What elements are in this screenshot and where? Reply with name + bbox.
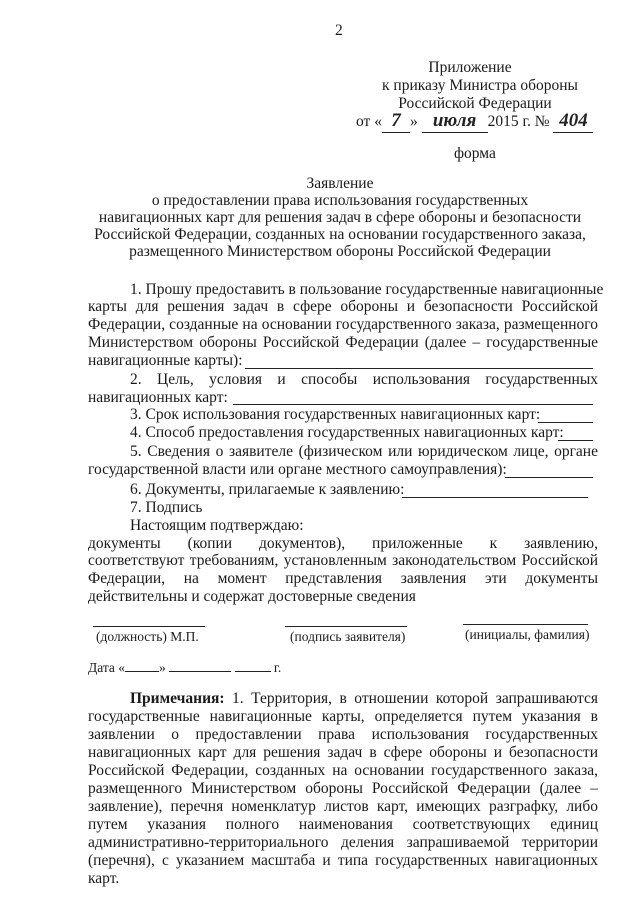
title-line1: Заявление — [306, 175, 374, 192]
notes-line6: размещенного Министерством обороны Российской Федерации (далее – — [88, 780, 598, 797]
initials-line[interactable] — [463, 624, 588, 625]
item6-fill-line[interactable] — [402, 497, 588, 498]
notes-line9: административно-территориального деления запрашиваемой территории — [88, 834, 598, 851]
date-mid: » — [409, 113, 418, 130]
page-number: 2 — [335, 22, 343, 39]
item3-fill-line[interactable] — [538, 422, 593, 423]
signature-caption: (подпись заявителя) — [290, 629, 406, 644]
item1-fill-line[interactable] — [245, 368, 593, 369]
confirm-line1: документы (копии документов), приложенные к заявлению, — [88, 535, 598, 552]
notes-line3: заявлении о предоставлении права использования государственных — [88, 726, 598, 743]
appendix-date — [356, 110, 593, 133]
date-month-field[interactable] — [169, 671, 231, 672]
date-month: июля — [422, 110, 488, 133]
date-day-field[interactable] — [125, 671, 159, 672]
order-number: 404 — [553, 110, 593, 133]
item1-line5: навигационные карты): — [88, 352, 243, 369]
notes-line1-text: 1. Территория, в отношении которой запрашиваются — [232, 690, 598, 707]
title-line5: размещенного Министерством обороны Российской Федерации — [129, 243, 551, 260]
date-line-prefix: Дата « — [88, 660, 126, 675]
item2-fill-line[interactable] — [233, 404, 593, 405]
appendix-line1: Приложение — [428, 59, 512, 76]
notes-line1 — [130, 690, 598, 708]
notes-line5: Российской Федерации, созданных на основании государственного заказа, — [88, 762, 598, 779]
confirm-line4: действительны и содержат достоверные сведения — [88, 588, 416, 605]
notes-line4: навигационных карт для решения задач в сфере обороны и безопасности — [88, 744, 598, 761]
notes-line7: заявление), перечня номенклатур листов карт, имеющих разграфку, либо — [88, 798, 598, 815]
notes-line8: путем указания полного наименования соответствующих единиц — [88, 816, 598, 833]
item1-line4: Министерством обороны Российской Федерации (далее – государственные — [88, 334, 598, 351]
title-line3: навигационных карт для решения задач в сфере обороны и безопасности — [98, 209, 582, 226]
date-day: 7 — [382, 110, 410, 133]
date-prefix: от « — [356, 113, 382, 130]
item5-line2: государственной власти или органе местного самоуправления): — [88, 461, 507, 478]
position-caption: (должность) М.П. — [96, 629, 199, 644]
form-label: форма — [454, 145, 496, 162]
notes-line11: карт. — [88, 870, 120, 887]
notes-line2: государственные навигационные карты, определяется путем указания в — [88, 708, 598, 725]
title-line4: Российской Федерации, созданных на основании государственного заказа, — [94, 226, 586, 243]
date-line: Дата « » г. — [88, 660, 282, 675]
item4: 4. Способ предоставления государственных навигационных карт: — [130, 424, 564, 441]
title-line2: о предоставлении права использования государственных — [151, 192, 529, 209]
notes-line10: (перечня), с указанием масштаба и типа государственных навигационных — [88, 852, 598, 869]
item5-line1: 5. Сведения о заявителе (физическом или юридическом лице, органе — [130, 443, 598, 460]
date-line-suffix: г. — [273, 660, 282, 675]
item1-line1: 1. Прошу предоставить в пользование государственные навигационные — [130, 281, 604, 298]
item3: 3. Срок использования государственных навигационных карт: — [130, 406, 541, 423]
item2-line2: навигационных карт: — [88, 389, 228, 406]
position-line[interactable] — [93, 626, 205, 627]
date-year-field[interactable] — [235, 671, 271, 672]
appendix-line2: к приказу Министра обороны — [382, 77, 578, 94]
initials-caption: (инициалы, фамилия) — [465, 627, 590, 642]
item7: 7. Подпись — [130, 499, 203, 516]
item1-line3: Федерации, созданные на основании государственного заказа, размещенного — [88, 316, 598, 333]
item1-line2: карты для решения задач в сфере обороны и безопасности Российской — [88, 298, 598, 315]
notes-heading: Примечания: — [130, 690, 225, 707]
item2-line1: 2. Цель, условия и способы использования государственных — [130, 371, 598, 388]
confirm-label: Настоящим подтверждаю: — [130, 517, 304, 534]
appendix-line3: Российской Федерации — [398, 95, 552, 112]
signature-line[interactable] — [285, 626, 407, 627]
item4-fill-line[interactable] — [558, 440, 593, 441]
confirm-line2: соответствуют требованиям, установленным законодательством Российской — [88, 552, 598, 569]
item5-fill-line[interactable] — [505, 477, 593, 478]
item6: 6. Документы, прилагаемые к заявлению: — [130, 481, 405, 498]
confirm-line3: Федерации, на момент представления заявления эти документы — [88, 570, 598, 587]
date-year: 2015 г. № — [487, 113, 550, 130]
